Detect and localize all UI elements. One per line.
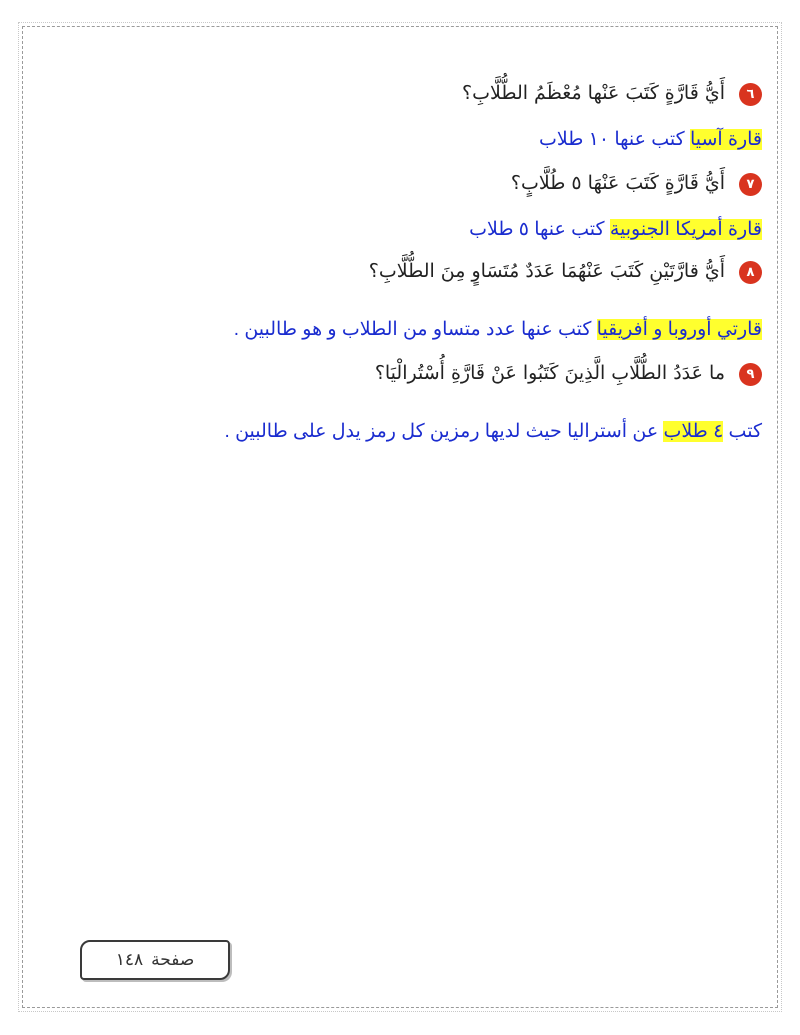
question-number-badge: ٨ bbox=[739, 261, 762, 284]
question-8 bbox=[369, 260, 762, 284]
question-number-badge: ٧ bbox=[739, 173, 762, 196]
page-number-box bbox=[80, 940, 230, 980]
question-7 bbox=[511, 172, 762, 196]
question-number-badge: ٦ bbox=[739, 83, 762, 106]
question-9 bbox=[375, 362, 762, 386]
answer-highlight: ٤ طلاب bbox=[663, 421, 724, 442]
page-label: صفحة bbox=[151, 950, 195, 970]
answer-9 bbox=[225, 420, 762, 443]
answer-text: كتب عنها ١٠ طلاب bbox=[539, 129, 690, 150]
question-text: أَيُّ قارَّتَيْنِ كَتَبَ عَنْهُمَا عَدَدٌ مُتَسَاوٍ مِنَ الطُّلَّابِ؟ bbox=[368, 260, 725, 282]
page-number: ١٤٨ bbox=[115, 950, 144, 970]
answer-6 bbox=[539, 128, 762, 151]
question-text: أَيُّ قَارَّةٍ كَتَبَ عَنْهَا ٥ طُلَّابٍ؟ bbox=[510, 172, 725, 194]
answer-8 bbox=[234, 318, 762, 341]
answer-7 bbox=[469, 218, 762, 241]
answer-highlight: قارتي أوروبا و أفريقيا bbox=[596, 319, 762, 340]
answer-text: كتب عنها ٥ طلاب bbox=[469, 219, 610, 240]
question-text: أَيُّ قَارَّةٍ كَتَبَ عَنْها مُعْظَمُ الطُّلَّابِ؟ bbox=[462, 82, 725, 104]
question-number-badge: ٩ bbox=[739, 363, 762, 386]
answer-text: عن أستراليا حيث لديها رمزين كل رمز يدل على طالبين . bbox=[224, 421, 664, 442]
answer-highlight: قارة أمريكا الجنوبية bbox=[609, 219, 762, 240]
answer-text: كتب عنها عدد متساو من الطلاب و هو طالبين . bbox=[233, 319, 597, 340]
question-6 bbox=[462, 82, 762, 106]
answer-highlight: قارة آسيا bbox=[689, 129, 762, 150]
answer-text-start: كتب bbox=[723, 421, 762, 442]
question-text: ما عَدَدُ الطُّلَّابِ الَّذِينَ كَتَبُوا عَنْ قَارَّةِ أُسْتُرالْيَا؟ bbox=[374, 362, 725, 384]
